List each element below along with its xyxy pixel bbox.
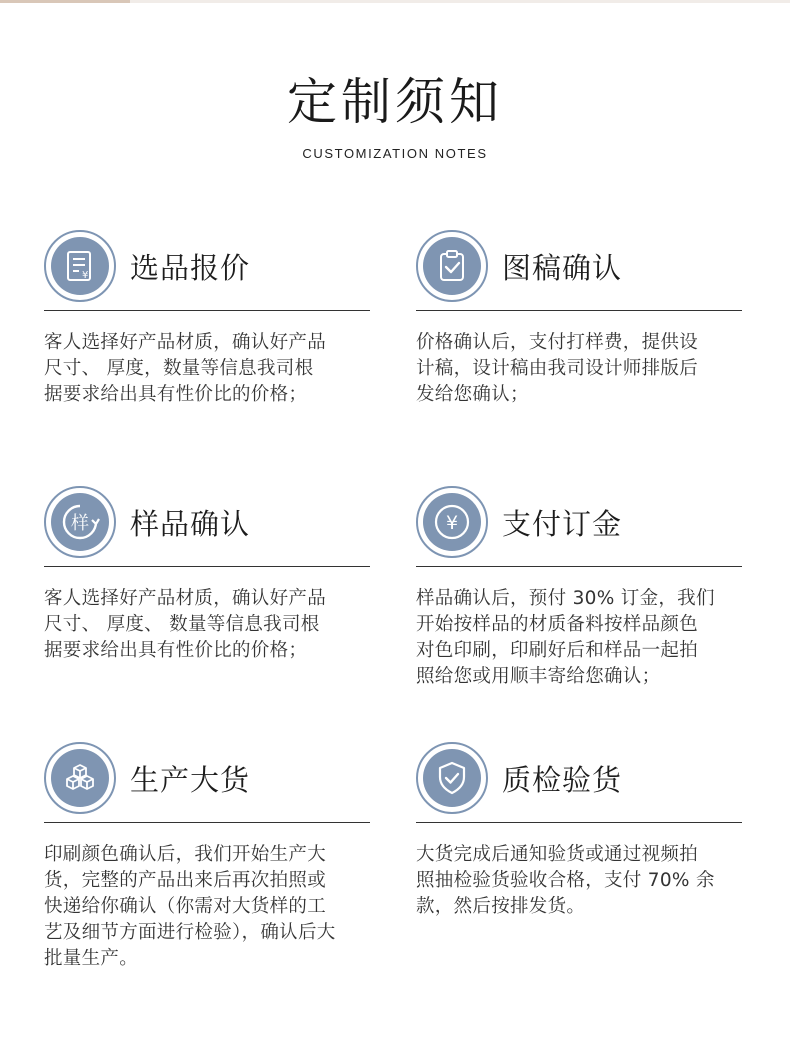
boxes-icon	[51, 749, 109, 807]
step-title: 支付订金	[502, 507, 623, 541]
step-title: 图稿确认	[502, 251, 623, 285]
divider	[416, 566, 742, 567]
step-description	[44, 842, 384, 972]
description-line: 尺寸、 厚度、 数量等信息我司根	[44, 614, 320, 635]
description-line: 客人选择好产品材质，确认好产品	[44, 588, 327, 609]
description-line: 批量生产。	[44, 948, 139, 969]
step-description	[416, 842, 756, 920]
top-strip	[0, 0, 790, 3]
quote-document-icon	[51, 237, 109, 295]
step-icon-ring	[44, 486, 116, 558]
divider	[416, 822, 742, 823]
page-title: 定制须知	[287, 73, 503, 131]
description-line: 快递给你确认（你需对大货样的工	[44, 896, 327, 917]
yen-coin-icon	[423, 493, 481, 551]
description-line: 照给您或用顺丰寄给您确认；	[416, 666, 661, 687]
step-description	[44, 330, 384, 408]
step-title: 生产大货	[130, 763, 251, 797]
divider	[44, 310, 370, 311]
description-line: 款，然后按排发货。	[416, 896, 586, 917]
description-line: 对色印刷，印刷好后和样品一起拍	[416, 640, 699, 661]
step-description	[416, 586, 756, 690]
divider	[44, 822, 370, 823]
description-line: 据要求给出具有性价比的价格；	[44, 384, 308, 405]
step-title: 质检验货	[502, 763, 623, 797]
description-line: 货，完整的产品出来后再次拍照或	[44, 870, 327, 891]
step-icon-ring	[416, 742, 488, 814]
description-line: 尺寸、 厚度，数量等信息我司根	[44, 358, 314, 379]
description-line: 样品确认后，预付 30% 订金，我们	[416, 588, 715, 609]
step-icon-ring	[44, 230, 116, 302]
page-subtitle: CUSTOMIZATION NOTES	[302, 146, 488, 161]
step-title: 样品确认	[130, 507, 251, 541]
description-line: 大货完成后通知验货或通过视频拍	[416, 844, 699, 865]
description-line: 客人选择好产品材质，确认好产品	[44, 332, 327, 353]
description-line: 照抽检验货验收合格，支付 70% 余	[416, 870, 715, 891]
step-icon-ring	[416, 230, 488, 302]
step-description	[416, 330, 756, 408]
step-icon-ring	[416, 486, 488, 558]
description-line: 印刷颜色确认后，我们开始生产大	[44, 844, 327, 865]
description-line: 价格确认后，支付打样费，提供设	[416, 332, 699, 353]
clipboard-check-icon	[423, 237, 481, 295]
description-line: 据要求给出具有性价比的价格；	[44, 640, 308, 661]
description-line: 发给您确认；	[416, 384, 529, 405]
shield-check-icon	[423, 749, 481, 807]
description-line: 开始按样品的材质备料按样品颜色	[416, 614, 699, 635]
step-icon-ring	[44, 742, 116, 814]
yen-glyph: ¥	[445, 512, 459, 534]
step-title: 选品报价	[130, 251, 251, 285]
step-description	[44, 586, 384, 664]
divider	[416, 310, 742, 311]
divider	[44, 566, 370, 567]
top-strip-accent	[0, 0, 130, 3]
description-line: 艺及细节方面进行检验），确认后大	[44, 922, 336, 943]
description-line: 计稿，设计稿由我司设计师排版后	[416, 358, 699, 379]
sample-icon	[51, 493, 109, 551]
sample-icon-glyph: 样	[71, 513, 89, 534]
svg-text:¥: ¥	[82, 270, 89, 281]
